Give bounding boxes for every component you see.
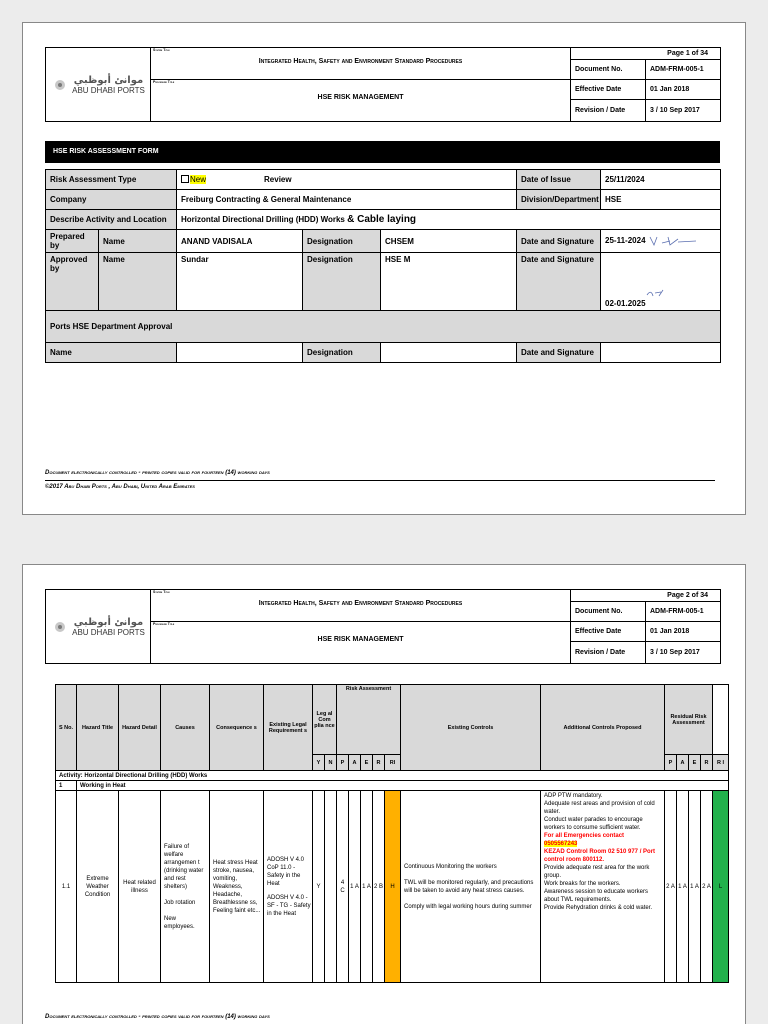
section-number: 1	[56, 781, 77, 791]
risk-assessment-table: S No. Hazard Title Hazard Detail Causes Consequence s Existing Legal Requirement s Leg al Com plia nce Risk Assessment Existing Controls Additional Controls Proposed Residual Risk Assessment Y N P A E R RI P A E R R I Activity: Horizontal Directional Drilling (HDD) Works 1 Working in Heat 1.1 Extreme Weather Condition Heat related illness Failure of welfare arrangemen t (drinking water and rest shelters) Job rotation New employees. Heat stress Heat stroke, nausea, vomiting, Weakness, Headache, Breathlessne ss, Feeling faint etc... ADOSH V 4.0 CoP 11.0 - Safety in the Heat ADOSH V 4.0 -SF - TG - Safety in the Heat Y 4 C 1 A 1 A 2 B H Continuous Monitoring the workers TWL will be monitored regularly, and precautions will be taken to avoid any heat stress causes. Comply with legal working hours during summer ADP PTW mandatory. Adequate rest areas and provision of cold water. Conduct water parades to encourage workers to consume sufficient water. For all Emergencies contact 0505567243 KEZAD Control Room 02 510 977 / Port control room 800112. Provide adequate rest area for the work group. Work breaks for the workers. Awareness session to educate workers about TWL requirements. Provide Rehydration drinks & cold water. 2 A 1 A 1 A 2 A L	[55, 684, 729, 983]
ports-designation	[381, 343, 517, 363]
ports-approval-heading: Ports HSE Department Approval	[46, 311, 721, 343]
risk-index-high: H	[385, 791, 401, 983]
date-of-issue: 25/11/2024	[601, 170, 721, 190]
activity-heading: Activity: Horizontal Directional Drilling (HDD) Works	[56, 771, 729, 781]
form-banner: HSE RISK ASSESSMENT FORM	[45, 141, 720, 163]
footer-controlled: Document electronically controlled - printed copies valid for fourteen (14) working days	[45, 1014, 270, 1020]
new-option-label: New	[190, 175, 207, 184]
prepared-designation: CHSEM	[381, 230, 517, 253]
footer-divider	[45, 480, 715, 481]
system-title-label: System Title	[153, 48, 170, 52]
approved-name: Sundar	[177, 253, 303, 311]
ports-date-signature	[601, 343, 721, 363]
document-page-1	[22, 22, 746, 515]
document-page-2	[22, 564, 746, 1024]
page-number: Page 1 of 34	[571, 48, 721, 60]
emergency-phone: 0505567243	[544, 841, 578, 847]
page-number: Page 2 of 34	[571, 590, 721, 602]
footer-copyright: ©2017 Abu Dhabi Ports , Abu Dhabi, United Arab Emirates	[45, 484, 195, 490]
company-name: Freiburg Contracting & General Maintenance	[177, 190, 517, 210]
review-option-label: Review	[264, 175, 292, 184]
signature-icon	[648, 235, 698, 247]
signature-icon	[645, 287, 695, 299]
system-title: Integrated Health, Safety and Environment Standard Procedures	[258, 58, 463, 65]
footer-controlled: Document electronically controlled - printed copies valid for fourteen (14) working days	[45, 470, 270, 476]
activity-description: Horizontal Directional Drilling (HDD) Works & Cable laying	[177, 210, 721, 230]
residual-risk-low: L	[713, 791, 729, 983]
new-checkbox[interactable]	[181, 175, 189, 183]
prepared-name: ANAND VADISALA	[177, 230, 303, 253]
division: HSE	[601, 190, 721, 210]
table-row: 1.1 Extreme Weather Condition Heat related illness Failure of welfare arrangemen t (drinking water and rest shelters) Job rotation New employees. Heat stress Heat stroke, nausea, vomiting, Weakness, Headache, Breathlessne ss, Feeling faint etc... ADOSH V 4.0 CoP 11.0 - Safety in the Heat ADOSH V 4.0 -SF - TG - Safety in the Heat Y 4 C 1 A 1 A 2 B H Continuous Monitoring the workers TWL will be monitored regularly, and precautions will be taken to avoid any heat stress causes. Comply with legal working hours during summer ADP PTW mandatory. Adequate rest areas and provision of cold water. Conduct water parades to encourage workers to consume sufficient water. For all Emergencies contact 0505567243 KEZAD Control Room 02 510 977 / Port control room 800112. Provide adequate rest area for the work group. Work breaks for the workers. Awareness session to educate workers about TWL requirements. Provide Rehydration drinks & cold water. 2 A 1 A 1 A 2 A L	[56, 791, 729, 983]
document-header: موانئ أبوظبي ABU DHABI PORTS System Title Integrated Health, Safety and Environment Standard Procedures Page 2 of 34 Document No. ADM-FRM-005-1 Procedure Title HSE RISK MANAGEMENT Effective Date 01 Jan 2018 Revision / Date 3 / 10 Sep 2017	[45, 589, 721, 664]
prepared-date-signature: 25-11-2024	[601, 230, 721, 253]
ports-name	[177, 343, 303, 363]
risk-assessment-form: Risk Assessment Type New Review Date of Issue 25/11/2024 Company Freiburg Contracting & General Maintenance Division/Department HSE Describe Activity and Location Horizontal Directional Drilling (HDD) Works & Cable laying Prepared by Name ANAND VADISALA Designation CHSEM Date and Signature 25-11-2024 Approved by Name Sundar Designation HSE M Date and Signature 02-01.2025 Ports HSE Department Approval Name Designation Date and Signature	[45, 169, 721, 363]
effective-date: 01 Jan 2018	[646, 80, 721, 100]
revision: 3 / 10 Sep 2017	[646, 100, 721, 122]
document-header: موانئ أبوظبي ABU DHABI PORTS System Title Integrated Health, Safety and Environment Standard Procedures Page 1 of 34 Document No. ADM-FRM-005-1 Procedure Title HSE RISK MANAGEMENT Effective Date 01 Jan 2018 Revision / Date 3 / 10 Sep 2017	[45, 47, 721, 122]
logo: موانئ أبوظبي ABU DHABI PORTS	[46, 48, 151, 122]
document-number: ADM-FRM-005-1	[646, 60, 721, 80]
ports-logo-icon	[51, 618, 69, 636]
approved-date-signature: 02-01.2025	[601, 253, 721, 311]
procedure-title-label: Procedure Title	[153, 80, 175, 84]
section-title: Working in Heat	[77, 781, 729, 791]
logo: موانئ أبوظبي ABU DHABI PORTS	[46, 590, 151, 664]
procedure-title: HSE RISK MANAGEMENT	[317, 94, 404, 101]
ports-logo-icon	[51, 76, 69, 94]
approved-designation: HSE M	[381, 253, 517, 311]
